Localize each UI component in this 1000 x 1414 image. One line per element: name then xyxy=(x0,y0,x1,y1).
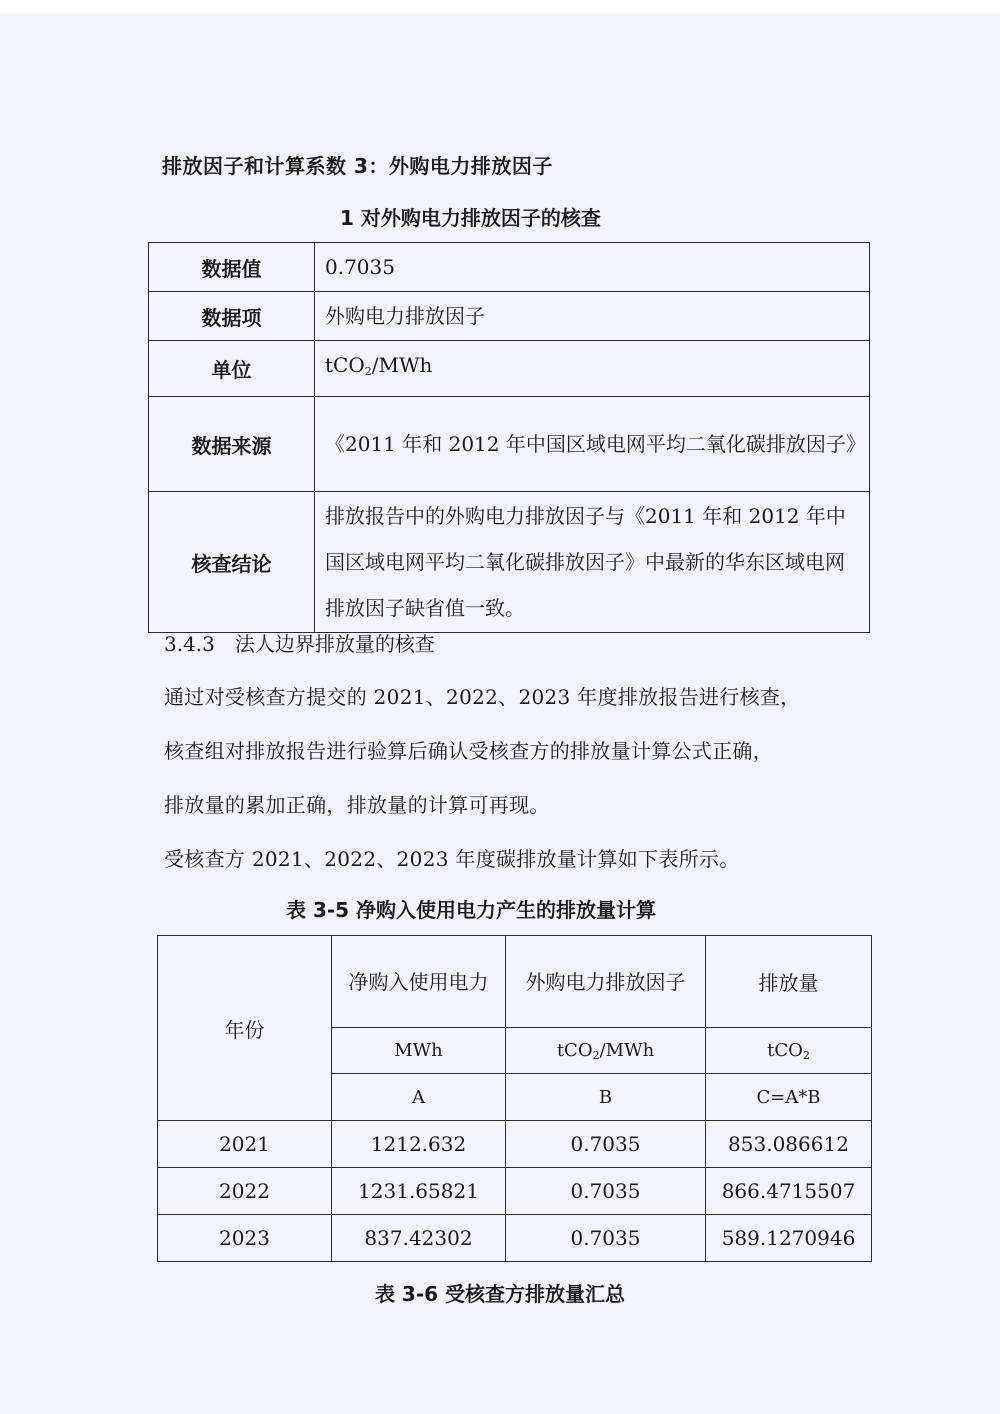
col-c-symbol: C=A*B xyxy=(706,1074,872,1121)
table-row xyxy=(158,1121,872,1168)
section-title: 排放因子和计算系数 3：外购电力排放因子 xyxy=(162,154,553,178)
year-cell: 2023 xyxy=(158,1215,332,1262)
row-label: 数据项 xyxy=(149,292,315,341)
unit-subscript: 2 xyxy=(592,1048,600,1062)
emission-factor-check-table xyxy=(148,242,870,633)
table-row xyxy=(149,492,870,633)
purchased-electricity-emissions-table xyxy=(157,935,872,1262)
electricity-cell: 1231.65821 xyxy=(332,1168,506,1215)
unit-subscript: 2 xyxy=(364,365,372,378)
unit-prefix: tCO xyxy=(767,1039,803,1061)
subsection-title: 法人边界排放量的核查 xyxy=(234,632,435,656)
row-label: 单位 xyxy=(149,341,315,397)
col-b-unit xyxy=(506,1028,706,1074)
col-a-symbol: A xyxy=(332,1074,506,1121)
paragraph-line: 受核查方 2021、2022、2023 年度碳排放量计算如下表所示。 xyxy=(164,847,740,871)
table3-caption: 表 3-6 受核查方排放量汇总 xyxy=(374,1282,626,1306)
emission-cell: 866.4715507 xyxy=(706,1168,872,1215)
row-value: 排放报告中的外购电力排放因子与《2011 年和 2012 年中国区域电网平均二氧化碳排放因子》中最新的华东区域电网排放因子缺省值一致。 xyxy=(315,492,870,633)
factor-cell: 0.7035 xyxy=(506,1168,706,1215)
table-row xyxy=(149,397,870,492)
year-header: 年份 xyxy=(158,936,332,1121)
row-value: 《2011 年和 2012 年中国区域电网平均二氧化碳排放因子》 xyxy=(315,397,870,492)
table-row xyxy=(149,243,870,292)
col-a-header: 净购入使用电力 xyxy=(332,936,506,1028)
row-label: 数据来源 xyxy=(149,397,315,492)
electricity-cell: 1212.632 xyxy=(332,1121,506,1168)
table-row xyxy=(149,292,870,341)
paragraph-line: 核查组对排放报告进行验算后确认受核查方的排放量计算公式正确， xyxy=(164,739,773,763)
paragraph-line: 排放量的累加正确，排放量的计算可再现。 xyxy=(164,793,550,817)
emission-cell: 589.1270946 xyxy=(706,1215,872,1262)
row-value xyxy=(315,341,870,397)
col-c-header: 排放量 xyxy=(706,936,872,1028)
table2-caption: 表 3-5 净购入使用电力产生的排放量计算 xyxy=(286,898,657,922)
row-label: 数据值 xyxy=(149,243,315,292)
unit-prefix: tCO xyxy=(556,1039,593,1061)
year-cell: 2022 xyxy=(158,1168,332,1215)
subsection-heading xyxy=(164,628,435,657)
col-c-unit xyxy=(706,1028,872,1074)
col-a-unit: MWh xyxy=(332,1028,506,1074)
row-value: 外购电力排放因子 xyxy=(315,292,870,341)
emission-cell: 853.086612 xyxy=(706,1121,872,1168)
row-value: 0.7035 xyxy=(315,243,870,292)
subsection-number: 3.4.3 xyxy=(164,632,215,656)
unit-suffix: /MWh xyxy=(599,1039,655,1061)
header-row xyxy=(158,936,872,1028)
table1-caption: 1 对外购电力排放因子的核查 xyxy=(340,206,601,230)
unit-prefix: tCO xyxy=(325,353,365,377)
col-b-symbol: B xyxy=(506,1074,706,1121)
factor-cell: 0.7035 xyxy=(506,1121,706,1168)
electricity-cell: 837.42302 xyxy=(332,1215,506,1262)
table-row xyxy=(158,1215,872,1262)
col-b-header: 外购电力排放因子 xyxy=(506,936,706,1028)
paragraph-line: 通过对受核查方提交的 2021、2022、2023 年度排放报告进行核查， xyxy=(164,685,801,709)
year-cell: 2021 xyxy=(158,1121,332,1168)
unit-suffix: /MWh xyxy=(371,353,433,377)
unit-subscript: 2 xyxy=(802,1048,810,1062)
factor-cell: 0.7035 xyxy=(506,1215,706,1262)
table-row xyxy=(158,1168,872,1215)
scan-top-margin xyxy=(0,0,1000,14)
table-row xyxy=(149,341,870,397)
row-label: 核查结论 xyxy=(149,492,315,633)
